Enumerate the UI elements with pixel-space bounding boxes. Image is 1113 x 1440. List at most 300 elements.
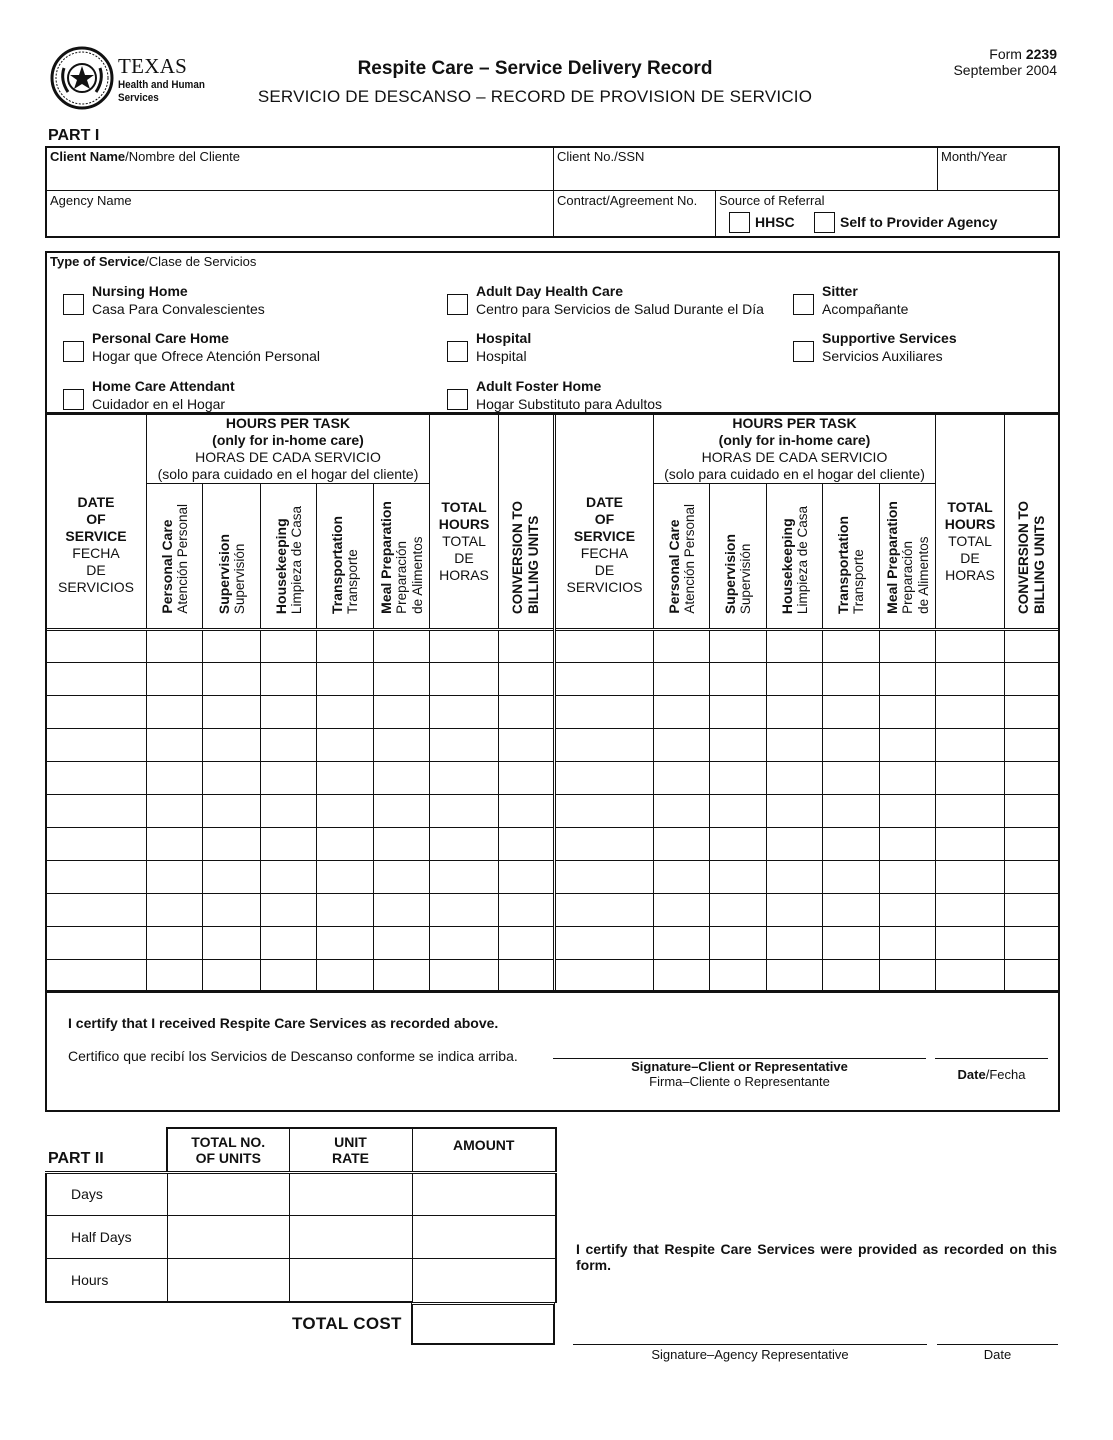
total-hours-cell[interactable] [936, 630, 1005, 663]
half-days-amount-input[interactable] [412, 1215, 556, 1258]
task-housekeeping-header [767, 484, 823, 630]
supervision-cell[interactable] [203, 663, 261, 696]
divider [553, 146, 554, 238]
task-es: Atención Personal [681, 504, 697, 614]
billing-units-cell[interactable] [499, 894, 554, 927]
meal-preparation-cell[interactable] [880, 663, 936, 696]
billing-units-cell[interactable] [1005, 828, 1060, 861]
total-hours-cell[interactable] [936, 696, 1005, 729]
amount-header [412, 1128, 556, 1172]
housekeeping-cell[interactable] [767, 630, 823, 663]
personal-care-cell[interactable] [654, 861, 710, 894]
housekeeping-cell[interactable] [767, 828, 823, 861]
total-hours-cell[interactable] [430, 861, 499, 894]
service-home-care-attendant-checkbox[interactable] [63, 389, 84, 410]
service-personal-care-home-checkbox[interactable] [63, 341, 84, 362]
billing-row-days-label: Days [46, 1172, 167, 1215]
date-of-service-header [556, 415, 654, 630]
housekeeping-cell[interactable] [767, 696, 823, 729]
table-row [556, 630, 1060, 663]
supervision-cell[interactable] [203, 630, 261, 663]
transportation-cell[interactable] [317, 630, 374, 663]
supervision-cell[interactable] [710, 696, 767, 729]
service-adult-day-health-care-checkbox[interactable] [447, 294, 468, 315]
housekeeping-cell[interactable] [767, 663, 823, 696]
billing-units-cell[interactable] [1005, 696, 1060, 729]
form-prefix: Form [989, 46, 1022, 62]
billing-units-cell[interactable] [499, 762, 554, 795]
date-cell[interactable] [46, 729, 147, 762]
transportation-cell[interactable] [317, 828, 374, 861]
personal-care-cell[interactable] [654, 828, 710, 861]
personal-care-cell[interactable] [147, 630, 203, 663]
total-hours-cell[interactable] [430, 828, 499, 861]
billing-units-cell[interactable] [499, 960, 554, 992]
divider [937, 146, 938, 190]
client-name-field[interactable] [50, 149, 240, 164]
total-hours-cell[interactable] [936, 927, 1005, 960]
supervision-cell[interactable] [203, 795, 261, 828]
table-row [556, 960, 1060, 992]
date-cell[interactable] [556, 927, 654, 960]
conversion-line-2: BILLING UNITS [1032, 515, 1048, 614]
total-hours-cell[interactable] [936, 894, 1005, 927]
page-title: Respite Care – Service Delivery Record [357, 58, 713, 79]
total-hours-header [430, 415, 499, 630]
service-adult-foster-home-label: Adult Foster Home [476, 378, 602, 394]
supervision-cell[interactable] [710, 630, 767, 663]
service-home-care-attendant-label: Home Care Attendant [92, 378, 235, 394]
total-hours-cell[interactable] [430, 729, 499, 762]
personal-care-cell[interactable] [147, 795, 203, 828]
date-header-es-3: SERVICIOS [566, 578, 643, 595]
days-amount-input[interactable] [412, 1172, 556, 1215]
logo-sub-text-1: Health and Human [118, 79, 205, 91]
meal-preparation-cell[interactable] [880, 894, 936, 927]
total-hours-cell[interactable] [430, 762, 499, 795]
total-hours-cell[interactable] [430, 663, 499, 696]
date-cell[interactable] [556, 861, 654, 894]
housekeeping-cell[interactable] [767, 927, 823, 960]
billing-units-cell[interactable] [1005, 729, 1060, 762]
total-hours-cell[interactable] [430, 630, 499, 663]
total-hours-cell[interactable] [430, 894, 499, 927]
transportation-cell[interactable] [317, 960, 374, 992]
date-of-service-header [46, 415, 147, 630]
total-header-en-2: HOURS [438, 516, 490, 532]
date-cell[interactable] [46, 927, 147, 960]
personal-care-cell[interactable] [147, 927, 203, 960]
supervision-cell[interactable] [203, 762, 261, 795]
transportation-cell[interactable] [823, 927, 880, 960]
hours-units-input[interactable] [167, 1258, 289, 1302]
client-certification-statement: I certify that I received Respite Care Services as recorded above. [68, 1015, 499, 1031]
supervision-cell[interactable] [710, 828, 767, 861]
meal-preparation-cell[interactable] [880, 762, 936, 795]
transportation-cell[interactable] [823, 960, 880, 992]
table-row [46, 828, 554, 861]
housekeeping-cell[interactable] [261, 927, 317, 960]
meal-preparation-cell[interactable] [374, 927, 430, 960]
meal-preparation-cell[interactable] [880, 960, 936, 992]
housekeeping-cell[interactable] [767, 894, 823, 927]
billing-units-cell[interactable] [499, 828, 554, 861]
client-signature-label [553, 1059, 926, 1089]
table-row [556, 861, 1060, 894]
personal-care-cell[interactable] [147, 894, 203, 927]
meal-preparation-cell[interactable] [880, 729, 936, 762]
agency-logo [118, 56, 215, 105]
form-date: September 2004 [953, 62, 1057, 78]
referral-self-checkbox[interactable] [814, 212, 835, 233]
date-cell[interactable] [556, 894, 654, 927]
client-signature-label-es: Firma–Cliente o Representante [649, 1074, 830, 1089]
task-en: Housekeeping [272, 518, 289, 614]
housekeeping-cell[interactable] [261, 630, 317, 663]
date-cell[interactable] [46, 762, 147, 795]
table-row [556, 663, 1060, 696]
date-cell[interactable] [556, 828, 654, 861]
hours-rate-input[interactable] [289, 1258, 412, 1302]
hours-title-1: HOURS PER TASK [732, 415, 857, 431]
date-cell[interactable] [46, 795, 147, 828]
task-meal-preparation-header [880, 484, 936, 630]
meal-preparation-cell[interactable] [374, 696, 430, 729]
total-header-es-2: DE [454, 550, 474, 566]
supervision-cell[interactable] [710, 960, 767, 992]
personal-care-cell[interactable] [147, 696, 203, 729]
personal-care-cell[interactable] [654, 696, 710, 729]
meal-preparation-cell[interactable] [880, 630, 936, 663]
meal-preparation-cell[interactable] [374, 960, 430, 992]
half-days-rate-input[interactable] [289, 1215, 412, 1258]
total-cost-input[interactable] [411, 1302, 555, 1345]
conversion-line-2: BILLING UNITS [526, 515, 542, 614]
meal-preparation-cell[interactable] [374, 828, 430, 861]
agency-date-line[interactable] [937, 1344, 1058, 1345]
service-adult-day-health-care-label: Adult Day Health Care [476, 283, 624, 299]
personal-care-cell[interactable] [654, 630, 710, 663]
task-es: Atención Personal [174, 504, 190, 614]
client-signature-label-en: Signature–Client or Representative [631, 1059, 848, 1074]
service-hospital-checkbox[interactable] [447, 341, 468, 362]
transportation-cell[interactable] [823, 729, 880, 762]
housekeeping-cell[interactable] [261, 894, 317, 927]
service-hospital-label-es: Hospital [476, 348, 527, 364]
meal-preparation-cell[interactable] [880, 927, 936, 960]
date-cell[interactable] [556, 729, 654, 762]
housekeeping-cell[interactable] [767, 729, 823, 762]
date-cell[interactable] [556, 663, 654, 696]
supervision-cell[interactable] [710, 795, 767, 828]
meal-preparation-cell[interactable] [880, 795, 936, 828]
date-cell[interactable] [46, 894, 147, 927]
conversion-line-1: CONVERSION TO [510, 500, 526, 614]
transportation-cell[interactable] [823, 663, 880, 696]
date-cell[interactable] [556, 960, 654, 992]
rate-header-1: UNIT [334, 1133, 367, 1150]
total-hours-cell[interactable] [936, 729, 1005, 762]
billing-units-cell[interactable] [1005, 630, 1060, 663]
table-row [556, 762, 1060, 795]
client-no-field[interactable]: Client No./SSN [557, 149, 645, 164]
client-date-label-en: Date [957, 1067, 986, 1082]
transportation-cell[interactable] [823, 795, 880, 828]
date-cell[interactable] [46, 861, 147, 894]
service-personal-care-home-label-es: Hogar que Ofrece Atención Personal [92, 348, 321, 364]
billing-units-cell[interactable] [499, 861, 554, 894]
meal-preparation-cell[interactable] [880, 696, 936, 729]
supervision-cell[interactable] [710, 894, 767, 927]
hours-per-task-header [147, 415, 430, 484]
meal-preparation-cell[interactable] [374, 762, 430, 795]
supervision-cell[interactable] [710, 861, 767, 894]
transportation-cell[interactable] [823, 861, 880, 894]
part-2-label: PART II [48, 1150, 104, 1167]
service-nursing-home-label: Nursing Home [92, 283, 188, 299]
personal-care-cell[interactable] [654, 894, 710, 927]
transportation-cell[interactable] [317, 927, 374, 960]
billing-table-corner [46, 1128, 167, 1172]
conversion-line-1: CONVERSION TO [1016, 500, 1032, 614]
service-supportive-services-label-es: Servicios Auxiliares [822, 348, 943, 364]
date-header-en-2: OF [86, 510, 106, 527]
billing-units-cell[interactable] [499, 696, 554, 729]
housekeeping-cell[interactable] [261, 828, 317, 861]
transportation-cell[interactable] [317, 729, 374, 762]
conversion-header [1005, 415, 1060, 630]
table-row [556, 927, 1060, 960]
total-header-en-1: TOTAL [947, 499, 993, 515]
total-hours-cell[interactable] [936, 960, 1005, 992]
supervision-cell[interactable] [203, 696, 261, 729]
transportation-cell[interactable] [823, 762, 880, 795]
billing-units-cell[interactable] [1005, 894, 1060, 927]
task-en: Personal Care [665, 519, 682, 614]
contract-no-field[interactable]: Contract/Agreement No. [557, 193, 698, 208]
billing-units-cell[interactable] [499, 630, 554, 663]
date-cell[interactable] [46, 663, 147, 696]
task-es: Preparación [393, 541, 409, 614]
total-hours-cell[interactable] [430, 927, 499, 960]
form-number-value: 2239 [1025, 46, 1057, 62]
hours-per-task-header [654, 415, 936, 484]
date-cell[interactable] [556, 795, 654, 828]
meal-preparation-cell[interactable] [880, 861, 936, 894]
billing-units-cell[interactable] [1005, 795, 1060, 828]
task-es: Limpieza de Casa [794, 505, 810, 614]
billing-units-cell[interactable] [1005, 663, 1060, 696]
personal-care-cell[interactable] [147, 663, 203, 696]
date-header-en-3: SERVICE [65, 527, 127, 544]
personal-care-cell[interactable] [654, 762, 710, 795]
housekeeping-cell[interactable] [261, 861, 317, 894]
hours-title-4: (solo para cuidado en el hogar del cliente) [157, 466, 419, 482]
meal-preparation-cell[interactable] [374, 861, 430, 894]
client-date-label [935, 1067, 1048, 1082]
housekeeping-cell[interactable] [261, 663, 317, 696]
personal-care-cell[interactable] [147, 861, 203, 894]
meal-preparation-cell[interactable] [880, 828, 936, 861]
total-hours-cell[interactable] [936, 828, 1005, 861]
service-adult-foster-home-checkbox[interactable] [447, 389, 468, 410]
table-row [46, 696, 554, 729]
date-cell[interactable] [46, 696, 147, 729]
hours-title-4: (solo para cuidado en el hogar del cliente) [664, 466, 925, 482]
transportation-cell[interactable] [317, 762, 374, 795]
transportation-cell[interactable] [823, 696, 880, 729]
texas-state-seal-icon [50, 46, 114, 110]
housekeeping-cell[interactable] [261, 795, 317, 828]
personal-care-cell[interactable] [654, 795, 710, 828]
date-cell[interactable] [46, 828, 147, 861]
housekeeping-cell[interactable] [767, 762, 823, 795]
part-1-label: PART I [48, 127, 100, 144]
housekeeping-cell[interactable] [767, 960, 823, 992]
total-hours-cell[interactable] [430, 696, 499, 729]
table-divider [553, 414, 554, 992]
referral-source-label: Source of Referral [719, 193, 825, 208]
meal-preparation-cell[interactable] [374, 729, 430, 762]
housekeeping-cell[interactable] [261, 729, 317, 762]
hours-title-2: (only for in-home care) [718, 432, 871, 448]
conversion-header-text [1016, 501, 1048, 614]
transportation-cell[interactable] [317, 795, 374, 828]
service-supportive-services-checkbox[interactable] [793, 341, 814, 362]
billing-units-cell[interactable] [499, 927, 554, 960]
supervision-cell[interactable] [203, 729, 261, 762]
date-cell[interactable] [556, 762, 654, 795]
supervision-cell[interactable] [203, 960, 261, 992]
days-units-input[interactable] [167, 1172, 289, 1215]
transportation-cell[interactable] [317, 696, 374, 729]
date-header-en-3: SERVICE [573, 527, 636, 544]
supervision-cell[interactable] [710, 762, 767, 795]
supervision-cell[interactable] [203, 927, 261, 960]
logo-sub-text-2: Services [118, 92, 159, 104]
service-personal-care-home-label: Personal Care Home [92, 330, 229, 346]
personal-care-cell[interactable] [147, 828, 203, 861]
client-date-line[interactable] [935, 1058, 1048, 1059]
billing-units-cell[interactable] [499, 795, 554, 828]
meal-preparation-cell[interactable] [374, 630, 430, 663]
referral-hhsc-checkbox[interactable] [729, 212, 750, 233]
type-of-service-label [50, 254, 256, 269]
supervision-cell[interactable] [203, 861, 261, 894]
units-header [167, 1128, 289, 1172]
table-row [46, 795, 554, 828]
total-hours-cell[interactable] [936, 663, 1005, 696]
personal-care-cell[interactable] [654, 729, 710, 762]
total-hours-cell[interactable] [936, 861, 1005, 894]
total-hours-header [936, 415, 1005, 630]
month-year-field[interactable]: Month/Year [941, 149, 1008, 164]
service-nursing-home-checkbox[interactable] [63, 294, 84, 315]
transportation-cell[interactable] [317, 894, 374, 927]
billing-row-hours-label: Hours [46, 1258, 167, 1302]
transportation-cell[interactable] [317, 861, 374, 894]
agency-signature-line[interactable] [573, 1344, 927, 1345]
client-name-label: Client Name [50, 149, 126, 164]
transportation-cell[interactable] [823, 828, 880, 861]
transportation-cell[interactable] [317, 663, 374, 696]
task-es: Transporte [345, 549, 360, 614]
billing-units-cell[interactable] [1005, 861, 1060, 894]
date-cell[interactable] [556, 696, 654, 729]
task-personal-care-header [147, 484, 203, 630]
date-cell[interactable] [556, 630, 654, 663]
referral-self-label: Self to Provider Agency [840, 214, 998, 230]
half-days-units-input[interactable] [167, 1215, 289, 1258]
supervision-cell[interactable] [710, 927, 767, 960]
task-transportation-header [317, 484, 374, 630]
supervision-cell[interactable] [710, 729, 767, 762]
agency-name-field[interactable]: Agency Name [50, 193, 132, 208]
date-cell[interactable] [46, 960, 147, 992]
transportation-cell[interactable] [823, 894, 880, 927]
housekeeping-cell[interactable] [261, 960, 317, 992]
amount-header-text: AMOUNT [453, 1137, 515, 1153]
meal-preparation-cell[interactable] [374, 795, 430, 828]
table-row [556, 729, 1060, 762]
task-en: Supervision [215, 533, 232, 614]
total-header-es-3: HORAS [945, 567, 995, 583]
billing-units-cell[interactable] [1005, 960, 1060, 992]
total-hours-cell[interactable] [936, 795, 1005, 828]
personal-care-cell[interactable] [147, 960, 203, 992]
table-row [46, 861, 554, 894]
task-meal-preparation-header [374, 484, 430, 630]
date-cell[interactable] [46, 630, 147, 663]
housekeeping-cell[interactable] [261, 762, 317, 795]
billing-units-cell[interactable] [499, 729, 554, 762]
housekeeping-cell[interactable] [261, 696, 317, 729]
billing-units-cell[interactable] [1005, 762, 1060, 795]
rate-header-2: RATE [331, 1149, 370, 1166]
units-header-2: OF UNITS [195, 1149, 261, 1166]
supervision-cell[interactable] [203, 894, 261, 927]
table-divider [555, 414, 556, 992]
task-en: Personal Care [158, 519, 175, 614]
supervision-cell[interactable] [203, 828, 261, 861]
task-es: Preparación [899, 541, 915, 614]
transportation-cell[interactable] [823, 630, 880, 663]
housekeeping-cell[interactable] [767, 795, 823, 828]
meal-preparation-cell[interactable] [374, 663, 430, 696]
supervision-cell[interactable] [710, 663, 767, 696]
table-row [46, 762, 554, 795]
personal-care-cell[interactable] [654, 960, 710, 992]
personal-care-cell[interactable] [147, 729, 203, 762]
total-hours-cell[interactable] [430, 795, 499, 828]
task-es: Supervisión [231, 543, 247, 614]
hours-amount-input[interactable] [412, 1258, 556, 1302]
billing-units-cell[interactable] [499, 663, 554, 696]
personal-care-cell[interactable] [654, 663, 710, 696]
total-hours-cell[interactable] [430, 960, 499, 992]
client-certification-statement-es: Certifico que recibí los Servicios de Descanso conforme se indica arriba. [68, 1048, 518, 1064]
housekeeping-cell[interactable] [767, 861, 823, 894]
service-sitter-checkbox[interactable] [793, 294, 814, 315]
divider [715, 190, 716, 238]
personal-care-cell[interactable] [147, 762, 203, 795]
total-hours-cell[interactable] [936, 762, 1005, 795]
personal-care-cell[interactable] [654, 927, 710, 960]
service-supportive-services-label: Supportive Services [822, 330, 957, 346]
billing-units-cell[interactable] [1005, 927, 1060, 960]
days-rate-input[interactable] [289, 1172, 412, 1215]
meal-preparation-cell[interactable] [374, 894, 430, 927]
